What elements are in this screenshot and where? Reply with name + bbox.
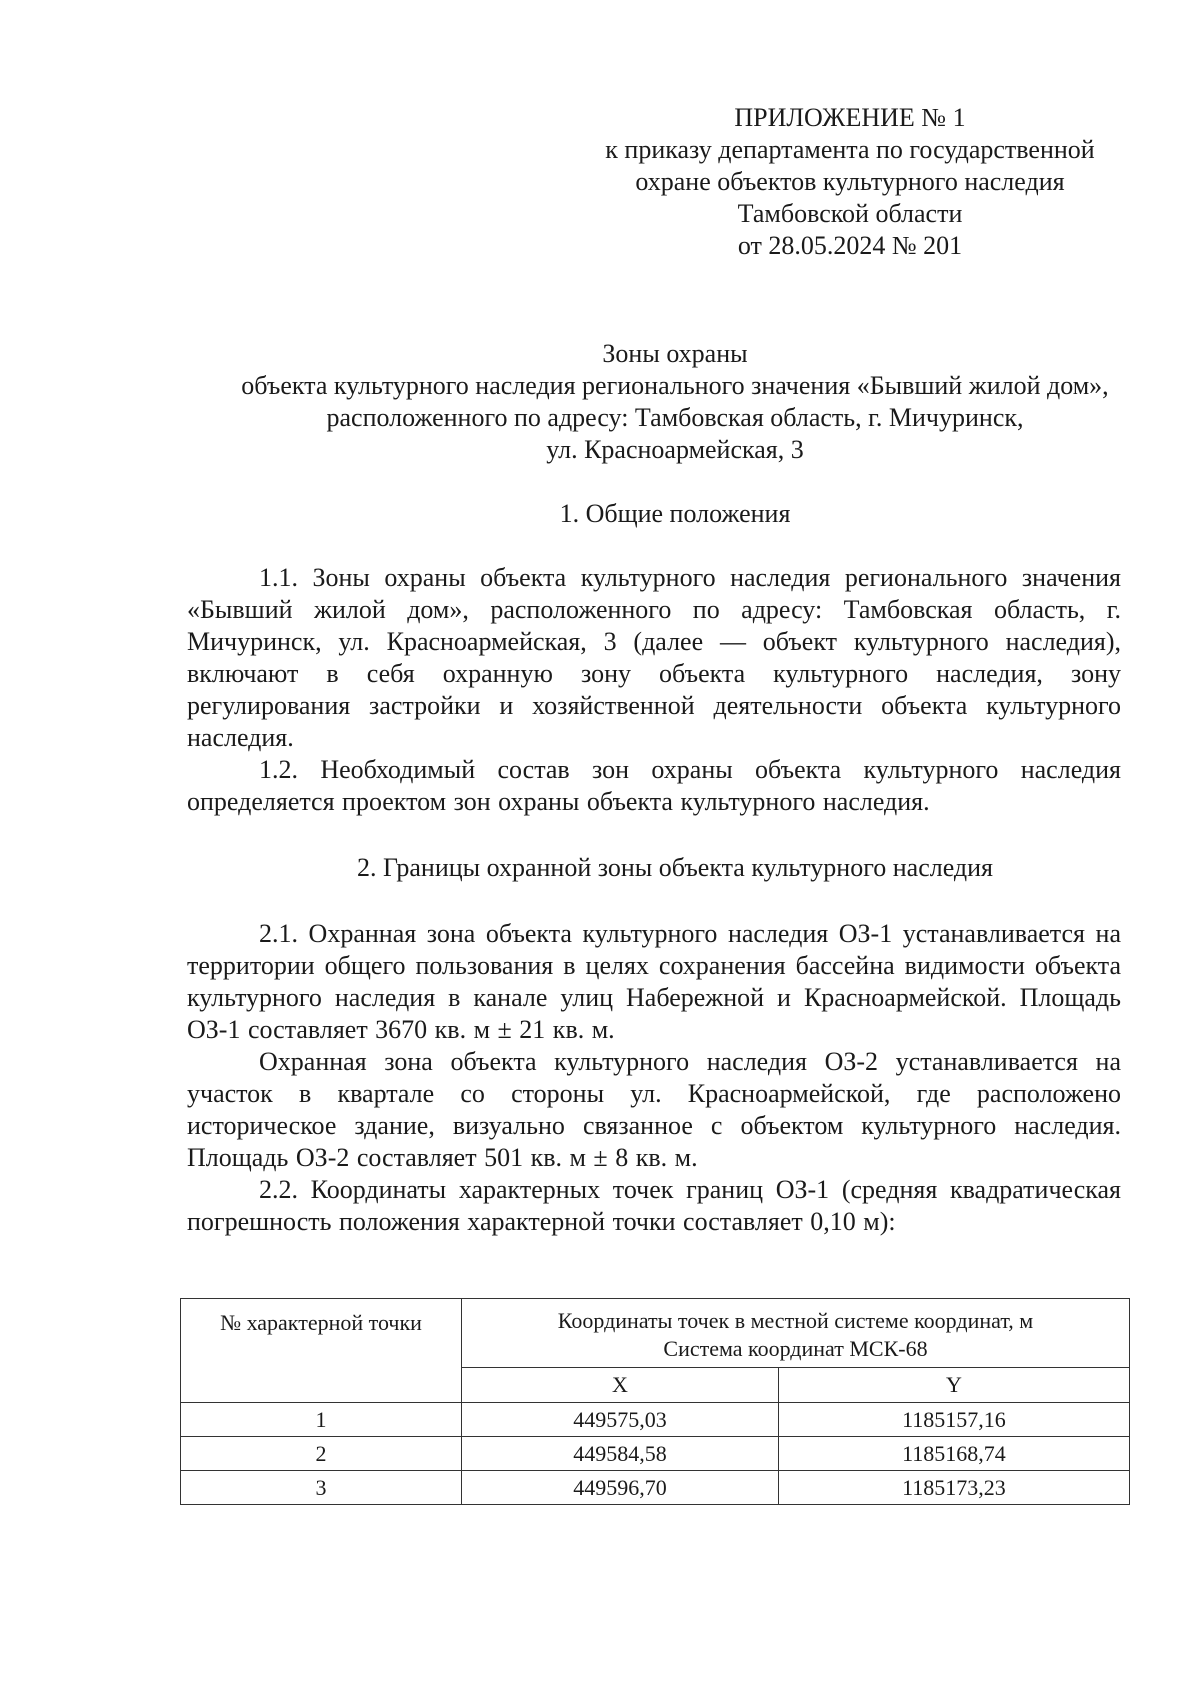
header-x: X: [462, 1368, 779, 1403]
appendix-header: [580, 102, 1120, 262]
section-2-heading: 2. Границы охранной зоны объекта культурного наследия: [356, 853, 994, 882]
header-coordinates: [462, 1299, 1130, 1368]
table-row: [181, 1403, 1130, 1437]
header-y: Y: [778, 1368, 1129, 1403]
paragraph-2-2: 2.2. Координаты характерных точек границ ОЗ-1 (средняя квадратическая погрешность положения характерной точки составляет 0,10 м):: [187, 1175, 1121, 1236]
section-1-heading: 1. Общие положения: [559, 499, 791, 528]
title-line-1: Зоны охраны: [602, 339, 748, 368]
appendix-line-2: охране объектов культурного наследия: [635, 167, 1065, 196]
cell-y: 1185157,16: [778, 1403, 1129, 1437]
cell-y: 1185173,23: [778, 1471, 1129, 1505]
title-line-3: расположенного по адресу: Тамбовская область, г. Мичуринск,: [326, 403, 1024, 432]
cell-point: 1: [181, 1403, 462, 1437]
cell-x: 449584,58: [462, 1437, 779, 1471]
title-line-4: ул. Красноармейская, 3: [546, 435, 804, 464]
header-coordinates-line-1: Координаты точек в местной системе координат, м: [557, 1308, 1034, 1333]
table-row: [181, 1471, 1130, 1505]
table-row: [181, 1437, 1130, 1471]
document-title: [150, 338, 1200, 466]
paragraph-1-1: 1.1. Зоны охраны объекта культурного наследия регионального значения «Бывший жилой дом», расположенного по адресу: Тамбовская область, г. Мичуринск, ул. Красноармейская, 3 (далее — объект культурного наследия), включают в себя охранную зону объекта культурного наследия, зону регулирования застройки и хозяйственной деятельности объекта культурного наследия.: [187, 563, 1121, 752]
header-coordinates-line-2: Система координат МСК-68: [663, 1336, 928, 1361]
paragraph-1-2: 1.2. Необходимый состав зон охраны объекта культурного наследия определяется проектом зон охраны объекта культурного наследия.: [187, 755, 1121, 816]
cell-point: 3: [181, 1471, 462, 1505]
appendix-title: ПРИЛОЖЕНИЕ № 1: [734, 103, 966, 132]
paragraph-2-1: 2.1. Охранная зона объекта культурного наследия ОЗ-1 устанавливается на территории общего пользования в целях сохранения бассейна видимости объекта культурного наследия в канале улиц Набережной и Красноармейской. Площадь ОЗ-1 составляет 3670 кв. м ± 21 кв. м.: [187, 919, 1121, 1044]
paragraph-2-1-oz2: Охранная зона объекта культурного наследия ОЗ-2 устанавливается на участок в квартале со стороны ул. Красноармейской, где расположено историческое здание, визуально связанное с объектом культурного наследия. Площадь ОЗ-2 составляет 501 кв. м ± 8 кв. м.: [187, 1047, 1121, 1172]
appendix-line-1: к приказу департамента по государственной: [605, 135, 1095, 164]
appendix-line-4: от 28.05.2024 № 201: [737, 231, 963, 260]
cell-x: 449575,03: [462, 1403, 779, 1437]
appendix-line-3: Тамбовской области: [737, 199, 963, 228]
header-point-number: № характерной точки: [181, 1299, 462, 1403]
title-line-2: объекта культурного наследия регионального значения «Бывший жилой дом»,: [241, 371, 1109, 400]
cell-x: 449596,70: [462, 1471, 779, 1505]
coordinates-table: [180, 1298, 1130, 1505]
cell-point: 2: [181, 1437, 462, 1471]
cell-y: 1185168,74: [778, 1437, 1129, 1471]
